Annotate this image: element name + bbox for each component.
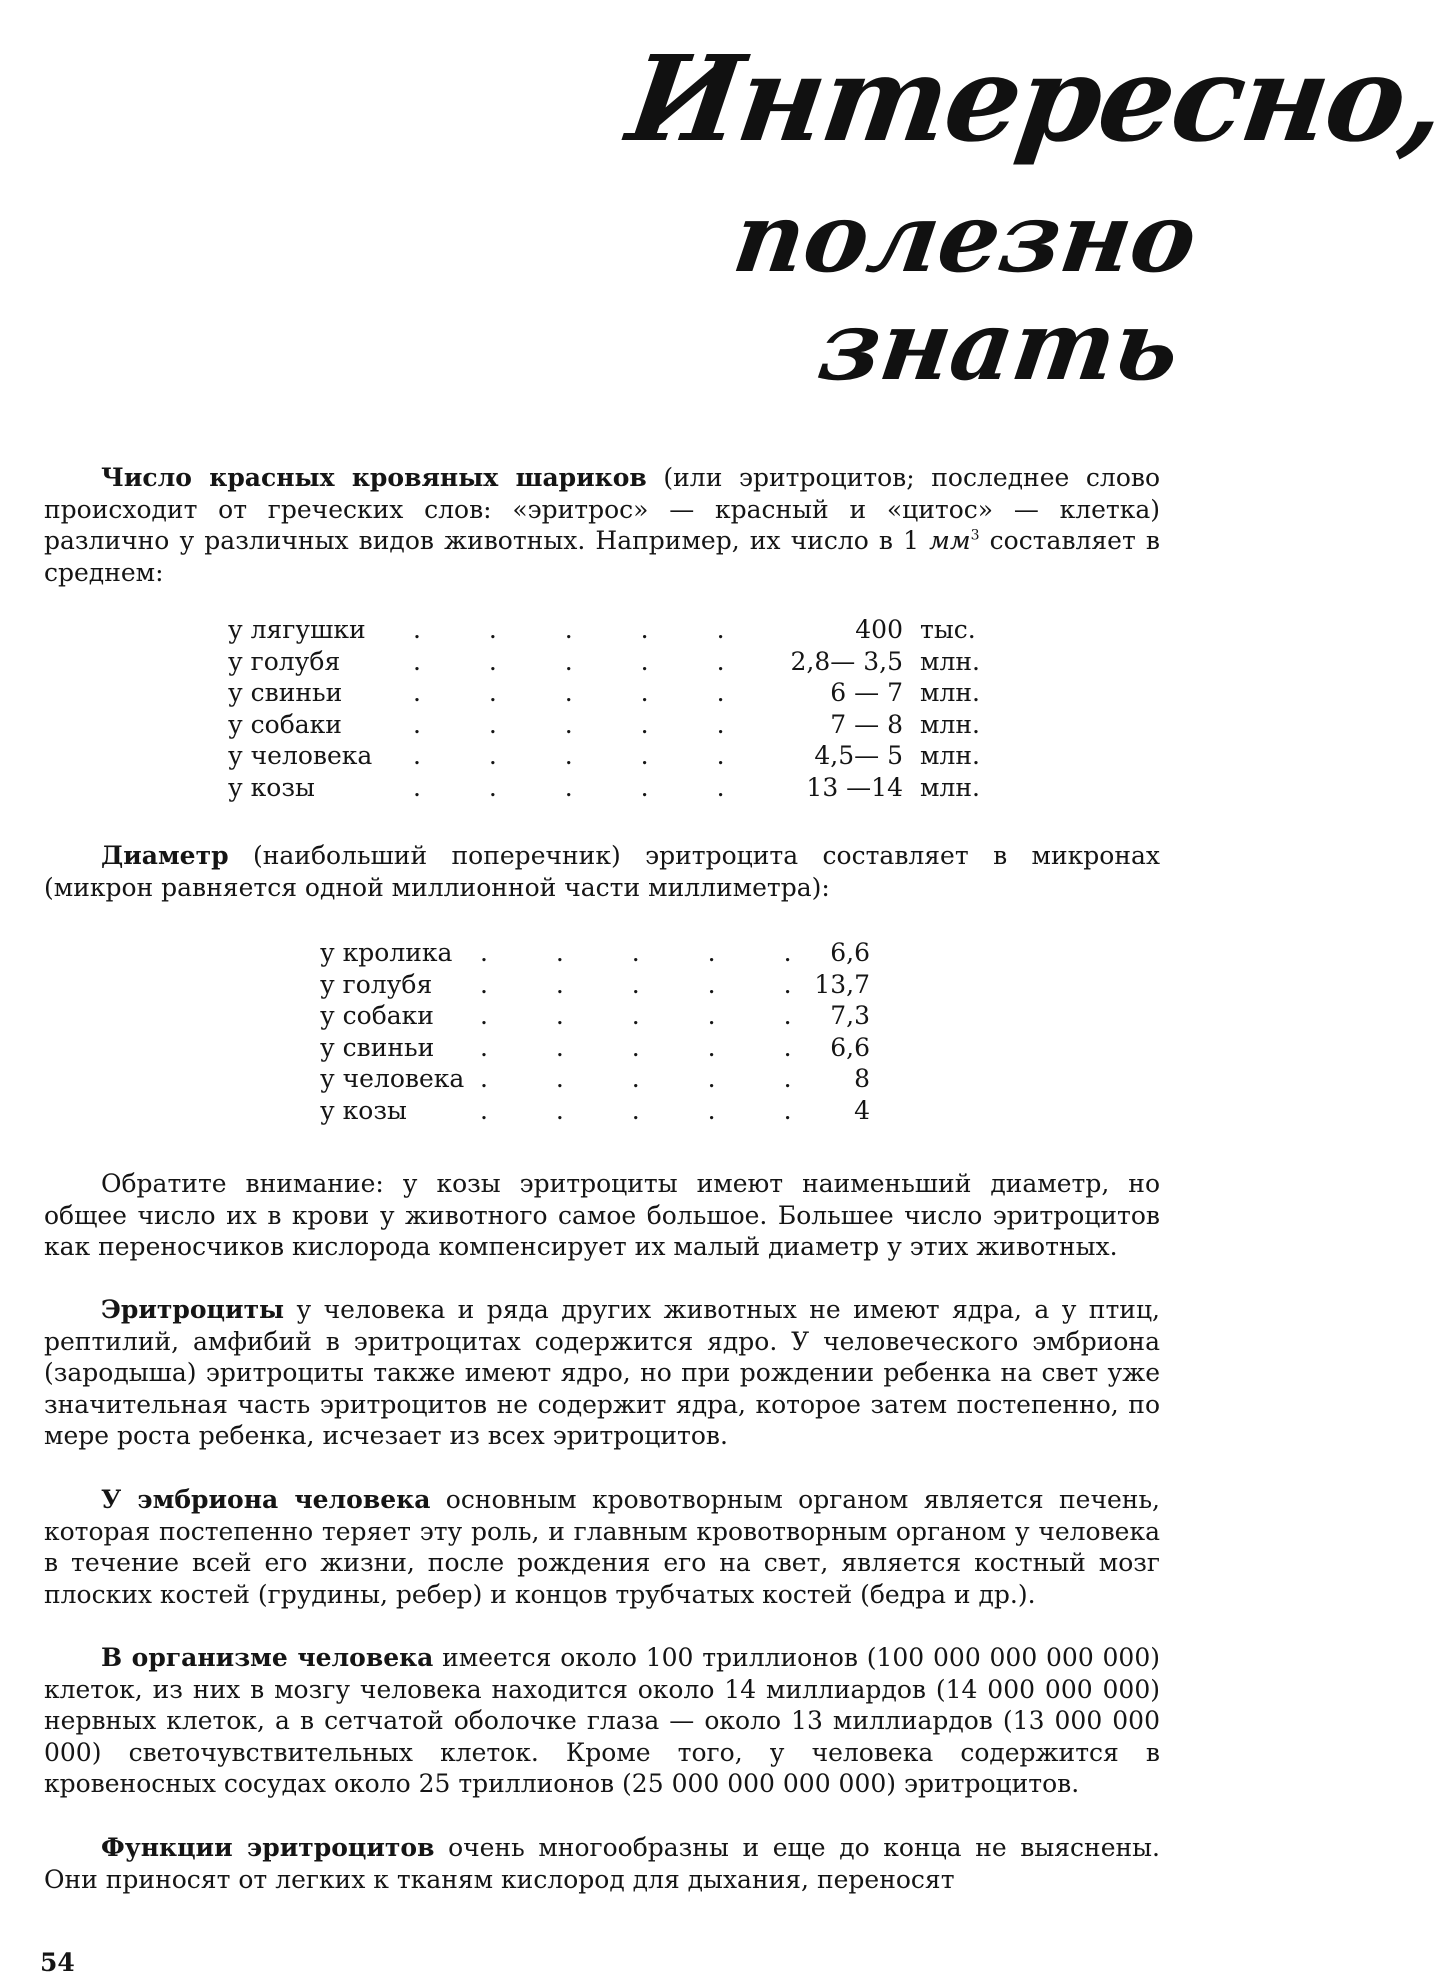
row-value: 400 — [855, 615, 903, 644]
paragraph-note — [44, 1168, 1160, 1263]
row-label: у лягушки — [228, 615, 366, 644]
table-row — [228, 614, 988, 646]
title-line-3: знать — [812, 289, 1187, 402]
leader-dots: . . . . . — [413, 615, 755, 644]
paragraph-lead: Диаметр — [101, 841, 229, 870]
leader-dots: . . . . . — [480, 1095, 822, 1125]
row-value: 4 — [854, 1095, 870, 1125]
row-value: 6,6 — [830, 1032, 870, 1062]
paragraph-text: у человека и ряда других животных не имеют ядра, а у птиц, рептилий, амфибий в эритроцитах содержится ядро. У человеческого эмбриона (зародыша) эритроциты также имеют ядро, но при рождении ребенка на свет уже значительная часть эритроцитов не содержит ядра, которое затем постепенно, по мере роста ребенка, исчезает из всех эритроцитов. — [44, 1295, 1160, 1450]
paragraph-lead: В организме человека — [101, 1643, 434, 1672]
title-line-2: полезно — [727, 181, 1204, 294]
leader-dots: . . . . . — [413, 678, 755, 707]
table-row — [320, 969, 880, 1001]
paragraph-red-cells — [44, 462, 1160, 588]
row-label: у свиньи — [320, 1032, 435, 1062]
paragraph-text-end: составляет в среднем: — [44, 526, 1160, 587]
row-label: у свиньи — [228, 678, 343, 707]
paragraph-text: основным кровотворным органом является печень, которая постепенно теряет эту роль, и главным кровотворным органом у человека в течение всей его жизни, после рождения его на свет, является костный мозг плоских костей (грудины, ребер) и концов трубчатых костей (бедра и др.). — [44, 1485, 1161, 1609]
row-value: 7,3 — [830, 1001, 870, 1030]
table-row — [320, 1095, 880, 1127]
row-value: 2,8— 3,5 — [790, 646, 903, 676]
row-label: у человека — [320, 1064, 465, 1093]
row-value: 7 — 8 — [830, 709, 903, 739]
leader-dots: . . . . . — [480, 1001, 822, 1030]
leader-dots: . . . . . — [480, 1032, 822, 1062]
paragraph-lead: Функции эритроцитов — [101, 1833, 435, 1862]
paragraph-organism — [44, 1642, 1160, 1800]
paragraph-text: Обратите внимание: у козы эритроциты имеют наименьший диаметр, но общее число их в крови у животного самое большое. Большее число эритроцитов как переносчиков кислорода компенсирует их малый диаметр у этих животных. — [44, 1169, 1160, 1261]
leader-dots: . . . . . — [413, 772, 755, 802]
paragraph-text: (или эритроцитов; последнее слово происходит от греческих слов: «эритрос» — красный и «цитос» — клетка) различно у различных видов животных. Например, их число в 1 — [44, 463, 1160, 555]
table-row — [228, 772, 988, 804]
leader-dots: . . . . . — [480, 938, 822, 967]
table-row — [228, 646, 988, 678]
diameter-table — [320, 937, 880, 1126]
leader-dots: . . . . . — [480, 1064, 822, 1093]
row-value: 13 —14 — [806, 772, 903, 802]
row-unit: тыс. — [920, 615, 976, 644]
unit-mm: мм — [929, 526, 971, 555]
leader-dots: . . . . . — [413, 709, 755, 739]
row-unit: млн. — [920, 772, 980, 802]
row-value: 4,5— 5 — [814, 741, 903, 770]
leader-dots: . . . . . — [480, 969, 822, 999]
leader-dots: . . . . . — [413, 741, 755, 770]
paragraph-text: очень многообразны и еще до конца не выяснены. Они приносят от легких к тканям кислород для дыхания, переносят — [44, 1833, 1160, 1894]
row-value: 13,7 — [814, 969, 870, 999]
table-row — [320, 1032, 880, 1064]
row-unit: млн. — [920, 678, 980, 707]
paragraph-text: (наибольший поперечник) эритроцита составляет в микронах (микрон равняется одной миллионной части миллиметра): — [44, 841, 1160, 902]
unit-power: 3 — [970, 527, 980, 544]
row-label: у голубя — [228, 646, 341, 676]
row-label: у кролика — [320, 938, 453, 967]
paragraph-erythrocytes — [44, 1294, 1160, 1452]
paragraph-lead: Число красных кровяных шариков — [101, 463, 647, 492]
table-row — [228, 677, 988, 709]
table-row — [228, 709, 988, 741]
row-label: у собаки — [320, 1001, 434, 1030]
row-value: 8 — [854, 1064, 870, 1093]
row-unit: млн. — [920, 646, 980, 676]
row-label: у голубя — [320, 969, 433, 999]
row-label: у козы — [228, 772, 315, 802]
title-line-1: Интересно, — [620, 29, 1453, 168]
row-value: 6 — 7 — [830, 678, 903, 707]
row-label: у собаки — [228, 709, 342, 739]
paragraph-embryo — [44, 1484, 1160, 1610]
table-row — [320, 1000, 880, 1032]
paragraph-functions — [44, 1832, 1160, 1895]
paragraph-text: имеется около 100 триллионов (100 000 000 000 000) клеток, из них в мозгу человека находится около 14 миллиардов (14 000 000 000) нервных клеток, а в сетчатой оболочке глаза — около 13 миллиардов (13 000 000 000) светочувствительных клеток. Кроме того, у человека содержится в кровеносных сосудах около 25 триллионов (25 000 000 000 000) эритроцитов. — [44, 1643, 1160, 1798]
row-label: у человека — [228, 741, 373, 770]
page-number: 54 — [40, 1948, 75, 1977]
row-label: у козы — [320, 1095, 407, 1125]
paragraph-lead: У эмбриона человека — [101, 1485, 431, 1514]
table-row — [228, 740, 988, 772]
row-unit: млн. — [920, 741, 980, 770]
red-cell-count-table — [228, 614, 988, 803]
paragraph-lead: Эритроциты — [101, 1295, 285, 1324]
leader-dots: . . . . . — [413, 646, 755, 676]
row-unit: млн. — [920, 709, 980, 739]
paragraph-diameter — [44, 840, 1160, 903]
page-title — [620, 29, 1453, 402]
table-row — [320, 1063, 880, 1095]
row-value: 6,6 — [830, 938, 870, 967]
table-row — [320, 937, 880, 969]
